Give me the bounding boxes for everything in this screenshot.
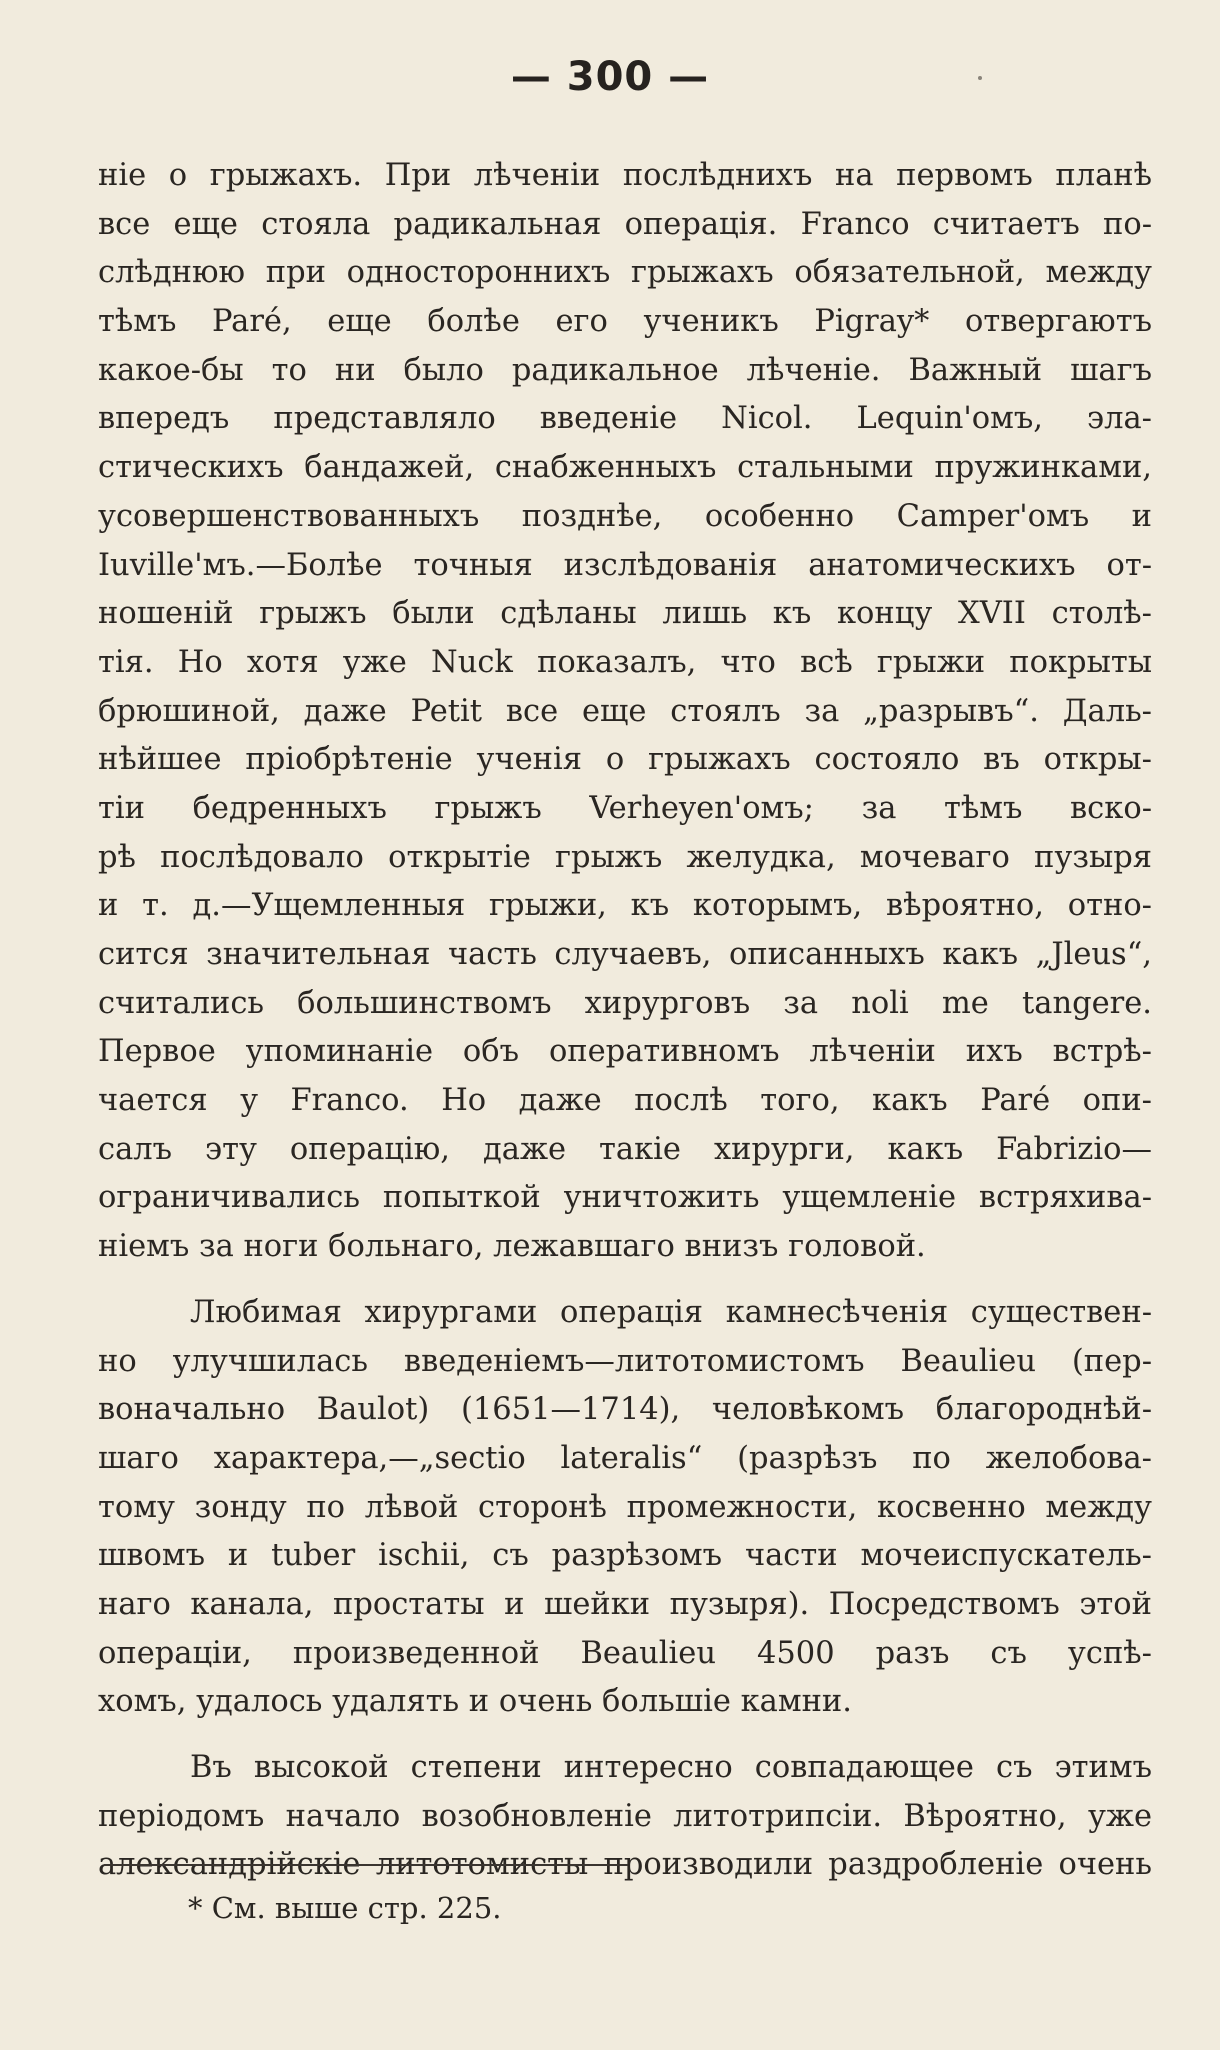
- text-line: Въ высокой степени интересно совпадающее съ этимъ: [190, 1750, 1152, 1785]
- paragraph-1: [98, 152, 1152, 1272]
- text-line: наго канала, простаты и шейки пузыря). Посредствомъ этой: [98, 1586, 1152, 1622]
- text-line: ніемъ за ноги больнаго, лежавшаго внизъ головой.: [98, 1229, 926, 1265]
- text-line: ношеній грыжъ были сдѣланы лишь къ концу XVII столѣ-: [98, 596, 1152, 632]
- text-line: нѣйшее пріобрѣтеніе ученія о грыжахъ состояло въ откры-: [98, 742, 1152, 778]
- text-line: салъ эту операцію, даже такіе хирурги, какъ Fabrizio—: [98, 1131, 1152, 1167]
- text-line: тѣмъ Paré, еще болѣе его ученикъ Pigray* отвергаютъ: [98, 304, 1152, 340]
- body-text: [98, 152, 1152, 1890]
- text-line: но улучшилась введеніемъ—литотомистомъ Beaulieu (пер-: [98, 1343, 1152, 1379]
- footnote-divider: [104, 1864, 628, 1866]
- text-line: считались большинствомъ хирурговъ за noli me tangere.: [98, 985, 1152, 1021]
- text-line: Любимая хирургами операція камнесѣченія существен-: [190, 1294, 1152, 1330]
- text-line: тія. Но хотя уже Nuck показалъ, что всѣ грыжи покрыты: [98, 644, 1152, 680]
- text-line: ограничивались попыткой уничтожить ущемленіе встряхива-: [98, 1180, 1152, 1216]
- text-line: воначально Baulot) (1651—1714), человѣкомъ благороднѣй-: [98, 1392, 1152, 1428]
- text-line: александрійскіе литотомисты производили раздробленіе очень: [98, 1847, 1152, 1883]
- text-line: брюшиной, даже Petit все еще стоялъ за „разрывъ“. Даль-: [98, 693, 1152, 729]
- text-line: тому зонду по лѣвой сторонѣ промежности, косвенно между: [98, 1489, 1152, 1525]
- footnote: * См. выше стр. 225.: [188, 1891, 502, 1925]
- text-line: какое-бы то ни было радикальное лѣченіе. Важный шагъ: [98, 352, 1152, 388]
- text-line: ніе о грыжахъ. При лѣченіи послѣднихъ на первомъ планѣ: [98, 158, 1152, 193]
- text-line: хомъ, удалось удалять и очень большіе камни.: [98, 1684, 852, 1720]
- text-line: операціи, произведенной Beaulieu 4500 разъ съ успѣ-: [98, 1635, 1152, 1671]
- text-line: періодомъ начало возобновленіе литотрипсіи. Вѣроятно, уже: [98, 1798, 1152, 1834]
- text-line: и т. д.—Ущемленныя грыжи, къ которымъ, вѣроятно, отно-: [98, 888, 1152, 924]
- text-line: швомъ и tuber ischii, съ разрѣзомъ части мочеиспускатель-: [98, 1538, 1152, 1574]
- text-line: стическихъ бандажей, снабженныхъ стальными пружинками,: [98, 450, 1152, 486]
- text-line: тіи бедренныхъ грыжъ Verheyen'омъ; за тѣмъ вско-: [98, 790, 1152, 826]
- text-line: все еще стояла радикальная операція. Franco считаетъ по-: [98, 206, 1152, 242]
- text-line: Первое упоминаніе объ оперативномъ лѣченіи ихъ встрѣ-: [98, 1034, 1152, 1070]
- text-line: рѣ послѣдовало открытіе грыжъ желудка, мочеваго пузыря: [98, 839, 1152, 875]
- speck: [978, 76, 982, 80]
- text-line: впередъ представляло введеніе Nicol. Lequin'омъ, эла-: [98, 401, 1152, 437]
- text-line: сится значительная часть случаевъ, описанныхъ какъ „Jleus“,: [98, 937, 1152, 972]
- text-line: слѣднюю при одностороннихъ грыжахъ обязательной, между: [98, 255, 1152, 291]
- paragraph-2: [98, 1289, 1152, 1727]
- text-line: усовершенствованныхъ позднѣе, особенно Camper'омъ и: [98, 498, 1152, 534]
- paragraph-3: [98, 1744, 1152, 1890]
- text-line: чается у Franco. Но даже послѣ того, какъ Paré опи-: [98, 1083, 1152, 1119]
- text-line: Iuville'мъ.—Болѣе точныя изслѣдованія анатомическихъ от-: [98, 547, 1152, 583]
- text-line: шаго характера,—„sectio lateralis“ (разрѣзъ по желобова-: [98, 1440, 1152, 1476]
- page-number: — 300 —: [510, 54, 710, 100]
